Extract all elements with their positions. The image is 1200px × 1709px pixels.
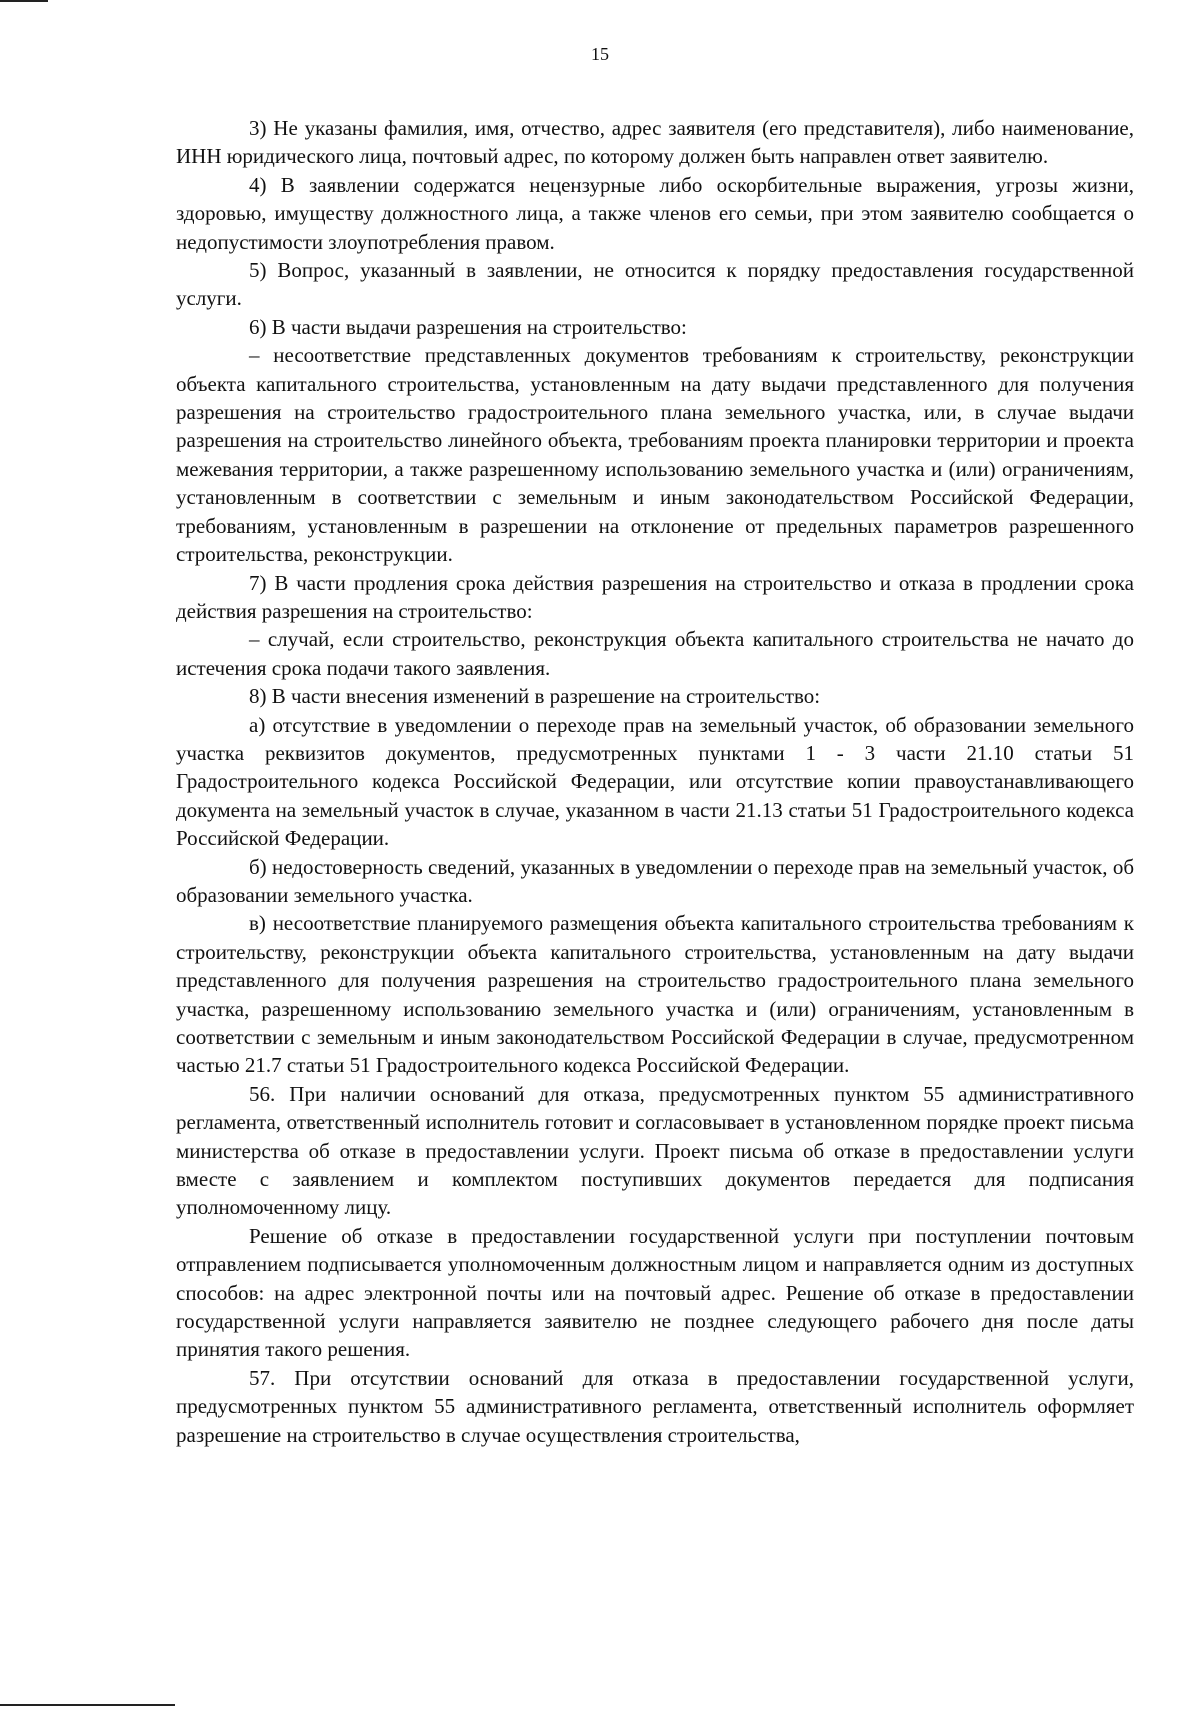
paragraph-item-7-heading: 7) В части продления срока действия разрешения на строительство и отказа в продлении срока действия разрешения на строительство:: [176, 570, 1134, 623]
scan-bottom-mark: [0, 1704, 175, 1706]
paragraph-item-5: 5) Вопрос, указанный в заявлении, не относится к порядку предоставления государственной услуги.: [176, 258, 1134, 311]
paragraph-item-57: 57. При отсутствии оснований для отказа в предоставлении государственной услуги, предусмотренных пунктом 55 административного регламента, ответственный исполнитель оформляет разрешение на строительство в случае осуществления строительства,: [176, 1365, 1134, 1447]
paragraph-item-8a: а) отсутствие в уведомлении о переходе прав на земельный участок, об образовании земельного участка реквизитов документов, предусмотренных пунктами 1 - 3 части 21.10 статьи 51 Градостроительного кодекса Российской Федерации, или отсутствие копии правоустанавливающего документа на земельный участок в случае, указанном в части 21.13 статьи 51 Градостроительного кодекса Российской Федерации.: [176, 712, 1134, 851]
paragraph-item-6-dash: – несоответствие представленных документов требованиям к строительству, реконструкции объекта капитального строительства, установленным на дату выдачи представленного для получения разрешения на строительство градостроительного плана земельного участка, или, в случае выдачи разрешения на строительство линейного объекта, требованиям проекта планировки территории и проекта межевания территории, а также разрешенному использованию земельного участка и (или) ограничениям, установленным в соответствии с земельным и иным законодательством Российской Федерации, требованиям, установленным в разрешении на отклонение от предельных параметров разрешенного строительства, реконструкции.: [176, 343, 1134, 567]
scan-corner-mark: [0, 0, 48, 2]
paragraph-item-4: 4) В заявлении содержатся нецензурные либо оскорбительные выражения, угрозы жизни, здоровью, имуществу должностного лица, а также членов его семьи, при этом заявителю сообщается о недопустимости злоупотребления правом.: [176, 172, 1134, 254]
paragraph-refusal-decision: Решение об отказе в предоставлении государственной услуги при поступлении почтовым отправлением подписывается уполномоченным должностным лицом и направляется одним из доступных способов: на адрес электронной почты или на почтовый адрес. Решение об отказе в предоставлении государственной услуги направляется заявителю не позднее следующего рабочего дня после даты принятия такого решения.: [176, 1223, 1134, 1362]
paragraph-item-7-dash: – случай, если строительство, реконструкция объекта капитального строительства не начато до истечения срока подачи такого заявления.: [176, 627, 1134, 680]
document-body: [176, 114, 1134, 1449]
paragraph-item-8v: в) несоответствие планируемого размещения объекта капитального строительства требованиям к строительству, реконструкции объекта капитального строительства, установленным на дату выдачи представленного для получения разрешения на строительство градостроительного плана земельного участка, разрешенному использованию земельного участка и (или) ограничениям, установленным в соответствии с земельным и иным законодательством Российской Федерации в случае, предусмотренном частью 21.7 статьи 51 Градостроительного кодекса Российской Федерации.: [176, 911, 1134, 1078]
paragraph-item-8-heading: 8) В части внесения изменений в разрешение на строительство:: [249, 684, 821, 709]
paragraph-item-6-heading: 6) В части выдачи разрешения на строительство:: [249, 314, 687, 339]
page-number: 15: [591, 44, 609, 64]
paragraph-item-8b: б) недостоверность сведений, указанных в уведомлении о переходе прав на земельный участок, об образовании земельного участка.: [176, 854, 1134, 907]
paragraph-item-3: 3) Не указаны фамилия, имя, отчество, адрес заявителя (его представителя), либо наименование, ИНН юридического лица, почтовый адрес, по которому должен быть направлен ответ заявителю.: [176, 116, 1134, 169]
paragraph-item-56: 56. При наличии оснований для отказа, предусмотренных пунктом 55 административного регламента, ответственный исполнитель готовит и согласовывает в установленном порядке проект письма министерства об отказе в предоставлении услуги. Проект письма об отказе в предоставлении услуги вместе с заявлением и комплектом поступивших документов передается для подписания уполномоченному лицу.: [176, 1081, 1134, 1220]
